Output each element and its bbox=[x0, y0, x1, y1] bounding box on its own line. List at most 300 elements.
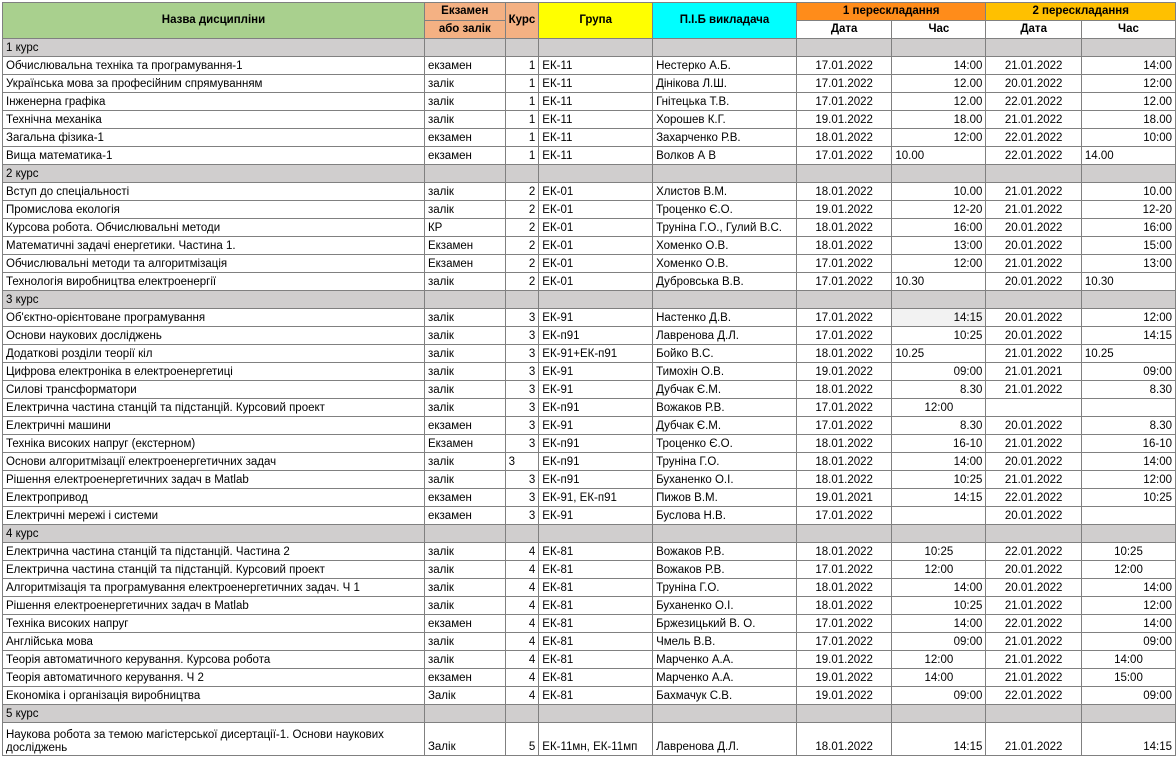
teacher-cell: Лавренова Д.Л. bbox=[653, 327, 797, 345]
retake1-time-cell: 12.00 bbox=[892, 93, 986, 111]
course-cell: 3 bbox=[505, 399, 539, 417]
retake2-date-cell: 20.01.2022 bbox=[986, 561, 1081, 579]
exam-type-cell: залік bbox=[424, 327, 505, 345]
retake2-date-cell: 21.01.2022 bbox=[986, 723, 1081, 756]
retake2-time-cell: 15:00 bbox=[1081, 669, 1175, 687]
retake2-time-cell: 16-10 bbox=[1081, 435, 1175, 453]
section-cell bbox=[796, 525, 891, 543]
discipline-cell: Наукова робота за темою магістерської дисертації-1. Основи наукових досліджень bbox=[3, 723, 425, 756]
table-row bbox=[3, 129, 1176, 147]
retake2-time-cell: 14:15 bbox=[1081, 723, 1175, 756]
retake2-time-cell: 10:00 bbox=[1081, 129, 1175, 147]
section-cell bbox=[796, 39, 891, 57]
course-cell: 3 bbox=[505, 435, 539, 453]
retake2-date-cell: 20.01.2022 bbox=[986, 453, 1081, 471]
retake1-date-cell: 18.01.2022 bbox=[796, 129, 891, 147]
exam-type-cell: залік bbox=[424, 381, 505, 399]
section-cell bbox=[986, 39, 1081, 57]
teacher-cell: Вожаков Р.В. bbox=[653, 399, 797, 417]
discipline-cell: Економіка і організація виробництва bbox=[3, 687, 425, 705]
retake1-date-cell: 17.01.2022 bbox=[796, 327, 891, 345]
header-retake-2: 2 перескладання bbox=[986, 3, 1176, 21]
retake2-date-cell bbox=[986, 399, 1081, 417]
section-cell bbox=[539, 525, 653, 543]
table-row bbox=[3, 471, 1176, 489]
discipline-cell: Техніка високих напруг bbox=[3, 615, 425, 633]
discipline-cell: Математичні задачі енергетики. Частина 1. bbox=[3, 237, 425, 255]
teacher-cell: Труніна Г.О., Гулий В.С. bbox=[653, 219, 797, 237]
table-row bbox=[3, 111, 1176, 129]
retake2-date-cell: 22.01.2022 bbox=[986, 543, 1081, 561]
table-row bbox=[3, 93, 1176, 111]
section-cell bbox=[986, 525, 1081, 543]
course-cell: 4 bbox=[505, 687, 539, 705]
retake2-date-cell: 21.01.2022 bbox=[986, 57, 1081, 75]
section-cell bbox=[539, 39, 653, 57]
section-cell bbox=[505, 705, 539, 723]
retake2-date-cell: 21.01.2022 bbox=[986, 597, 1081, 615]
table-row bbox=[3, 309, 1176, 327]
table-row bbox=[3, 669, 1176, 687]
retake2-date-cell: 20.01.2022 bbox=[986, 219, 1081, 237]
retake2-date-cell: 21.01.2022 bbox=[986, 201, 1081, 219]
course-cell: 3 bbox=[505, 417, 539, 435]
teacher-cell: Бойко В.С. bbox=[653, 345, 797, 363]
retake2-time-cell: 10:25 bbox=[1081, 489, 1175, 507]
group-cell: ЕК-01 bbox=[539, 183, 653, 201]
exam-type-cell: залік bbox=[424, 597, 505, 615]
retake2-time-cell: 14:15 bbox=[1081, 327, 1175, 345]
retake2-time-cell: 12:00 bbox=[1081, 309, 1175, 327]
retake1-time-cell bbox=[892, 507, 986, 525]
retake1-date-cell: 18.01.2022 bbox=[796, 345, 891, 363]
group-cell: ЕК-91, ЕК-п91 bbox=[539, 489, 653, 507]
table-row bbox=[3, 327, 1176, 345]
section-cell bbox=[892, 291, 986, 309]
course-cell: 3 bbox=[505, 363, 539, 381]
retake2-time-cell: 10.30 bbox=[1081, 273, 1175, 291]
section-cell bbox=[505, 39, 539, 57]
group-cell: ЕК-11 bbox=[539, 111, 653, 129]
retake2-time-cell: 09:00 bbox=[1081, 687, 1175, 705]
course-cell: 2 bbox=[505, 237, 539, 255]
retake1-date-cell: 18.01.2022 bbox=[796, 453, 891, 471]
table-row bbox=[3, 633, 1176, 651]
section-label: 2 курс bbox=[3, 165, 425, 183]
course-cell: 3 bbox=[505, 381, 539, 399]
discipline-cell: Основи алгоритмізації електроенергетичних задач bbox=[3, 453, 425, 471]
retake1-time-cell: 8.30 bbox=[892, 417, 986, 435]
course-cell: 4 bbox=[505, 669, 539, 687]
discipline-cell: Електрична частина станцій та підстанцій. Частина 2 bbox=[3, 543, 425, 561]
table-row bbox=[3, 273, 1176, 291]
retake2-date-cell: 20.01.2022 bbox=[986, 309, 1081, 327]
retake2-time-cell: 10:25 bbox=[1081, 543, 1175, 561]
header-time-2: Час bbox=[1081, 21, 1175, 39]
table-row bbox=[3, 435, 1176, 453]
exam-type-cell: екзамен bbox=[424, 507, 505, 525]
retake2-date-cell: 20.01.2022 bbox=[986, 75, 1081, 93]
teacher-cell: Захарченко Р.В. bbox=[653, 129, 797, 147]
retake1-time-cell: 10.00 bbox=[892, 147, 986, 165]
retake2-time-cell: 12.00 bbox=[1081, 93, 1175, 111]
group-cell: ЕК-91 bbox=[539, 507, 653, 525]
retake1-date-cell: 18.01.2022 bbox=[796, 579, 891, 597]
course-cell: 2 bbox=[505, 255, 539, 273]
course-cell: 3 bbox=[505, 471, 539, 489]
header-date-1: Дата bbox=[796, 21, 891, 39]
discipline-cell: Цифрова електроніка в електроенергетиці bbox=[3, 363, 425, 381]
table-row bbox=[3, 381, 1176, 399]
teacher-cell: Троценко Є.О. bbox=[653, 201, 797, 219]
exam-type-cell: екзамен bbox=[424, 57, 505, 75]
section-label: 3 курс bbox=[3, 291, 425, 309]
table-row bbox=[3, 345, 1176, 363]
retake1-date-cell: 17.01.2022 bbox=[796, 561, 891, 579]
teacher-cell: Тимохін О.В. bbox=[653, 363, 797, 381]
course-cell: 2 bbox=[505, 273, 539, 291]
table-row bbox=[3, 543, 1176, 561]
retake1-time-cell: 10:25 bbox=[892, 543, 986, 561]
group-cell: ЕК-81 bbox=[539, 687, 653, 705]
exam-type-cell: Залік bbox=[424, 687, 505, 705]
group-cell: ЕК-п91 bbox=[539, 327, 653, 345]
retake1-time-cell: 09:00 bbox=[892, 363, 986, 381]
retake1-date-cell: 18.01.2022 bbox=[796, 471, 891, 489]
section-cell bbox=[796, 705, 891, 723]
teacher-cell: Марченко А.А. bbox=[653, 651, 797, 669]
retake1-date-cell: 17.01.2022 bbox=[796, 633, 891, 651]
exam-type-cell: КР bbox=[424, 219, 505, 237]
teacher-cell: Дубчак Є.М. bbox=[653, 381, 797, 399]
group-cell: ЕК-11 bbox=[539, 57, 653, 75]
retake1-time-cell: 10.00 bbox=[892, 183, 986, 201]
schedule-table bbox=[2, 2, 1176, 756]
exam-type-cell: Екзамен bbox=[424, 237, 505, 255]
course-cell: 3 bbox=[505, 489, 539, 507]
retake1-time-cell: 10:25 bbox=[892, 597, 986, 615]
table-row bbox=[3, 507, 1176, 525]
retake1-date-cell: 18.01.2022 bbox=[796, 435, 891, 453]
retake2-time-cell: 8.30 bbox=[1081, 381, 1175, 399]
group-cell: ЕК-81 bbox=[539, 669, 653, 687]
table-row bbox=[3, 219, 1176, 237]
retake1-time-cell: 09:00 bbox=[892, 633, 986, 651]
group-cell: ЕК-01 bbox=[539, 219, 653, 237]
section-row bbox=[3, 525, 1176, 543]
group-cell: ЕК-п91 bbox=[539, 471, 653, 489]
retake1-date-cell: 19.01.2022 bbox=[796, 363, 891, 381]
retake1-date-cell: 17.01.2022 bbox=[796, 273, 891, 291]
table-row bbox=[3, 417, 1176, 435]
group-cell: ЕК-01 bbox=[539, 201, 653, 219]
discipline-cell: Електричні машини bbox=[3, 417, 425, 435]
discipline-cell: Загальна фізика-1 bbox=[3, 129, 425, 147]
retake2-time-cell: 14.00 bbox=[1081, 147, 1175, 165]
retake1-time-cell: 8.30 bbox=[892, 381, 986, 399]
discipline-cell: Технічна механіка bbox=[3, 111, 425, 129]
header-exam-top: Екзамен bbox=[424, 3, 505, 21]
table-row bbox=[3, 651, 1176, 669]
retake2-time-cell: 12:00 bbox=[1081, 561, 1175, 579]
course-cell: 3 bbox=[505, 453, 539, 471]
section-cell bbox=[892, 525, 986, 543]
exam-type-cell: Екзамен bbox=[424, 435, 505, 453]
course-cell: 1 bbox=[505, 93, 539, 111]
teacher-cell: Гнітецька Т.В. bbox=[653, 93, 797, 111]
retake2-date-cell: 22.01.2022 bbox=[986, 129, 1081, 147]
exam-type-cell: залік bbox=[424, 651, 505, 669]
retake1-date-cell: 19.01.2022 bbox=[796, 687, 891, 705]
table-row bbox=[3, 255, 1176, 273]
course-cell: 2 bbox=[505, 219, 539, 237]
retake1-date-cell: 17.01.2022 bbox=[796, 507, 891, 525]
section-label: 1 курс bbox=[3, 39, 425, 57]
retake2-time-cell: 10.25 bbox=[1081, 345, 1175, 363]
teacher-cell: Чмель В.В. bbox=[653, 633, 797, 651]
retake1-date-cell: 18.01.2022 bbox=[796, 219, 891, 237]
group-cell: ЕК-11мн, ЕК-11мп bbox=[539, 723, 653, 756]
group-cell: ЕК-81 bbox=[539, 615, 653, 633]
exam-type-cell: залік bbox=[424, 453, 505, 471]
exam-type-cell: залік bbox=[424, 561, 505, 579]
table-row bbox=[3, 597, 1176, 615]
exam-type-cell: залік bbox=[424, 543, 505, 561]
discipline-cell: Алгоритмізація та програмування електроенергетичних задач. Ч 1 bbox=[3, 579, 425, 597]
retake2-date-cell: 21.01.2022 bbox=[986, 255, 1081, 273]
section-cell bbox=[796, 291, 891, 309]
discipline-cell: Електрична частина станцій та підстанцій. Курсовий проект bbox=[3, 399, 425, 417]
exam-type-cell: екзамен bbox=[424, 129, 505, 147]
exam-type-cell: залік bbox=[424, 471, 505, 489]
exam-type-cell: екзамен bbox=[424, 489, 505, 507]
section-cell bbox=[1081, 525, 1175, 543]
retake2-time-cell: 12:00 bbox=[1081, 75, 1175, 93]
section-cell bbox=[653, 705, 797, 723]
retake1-date-cell: 17.01.2022 bbox=[796, 615, 891, 633]
table-row bbox=[3, 75, 1176, 93]
discipline-cell: Курсова робота. Обчислювальні методи bbox=[3, 219, 425, 237]
section-row bbox=[3, 291, 1176, 309]
table-row bbox=[3, 687, 1176, 705]
retake2-time-cell: 16:00 bbox=[1081, 219, 1175, 237]
retake2-date-cell: 20.01.2022 bbox=[986, 507, 1081, 525]
section-cell bbox=[424, 39, 505, 57]
group-cell: ЕК-91 bbox=[539, 363, 653, 381]
exam-type-cell: залік bbox=[424, 183, 505, 201]
course-cell: 2 bbox=[505, 183, 539, 201]
section-cell bbox=[1081, 291, 1175, 309]
exam-type-cell: залік bbox=[424, 579, 505, 597]
course-cell: 1 bbox=[505, 111, 539, 129]
group-cell: ЕК-81 bbox=[539, 651, 653, 669]
retake1-date-cell: 17.01.2022 bbox=[796, 75, 891, 93]
retake1-time-cell: 10.25 bbox=[892, 345, 986, 363]
teacher-cell: Бахмачук С.В. bbox=[653, 687, 797, 705]
retake1-date-cell: 18.01.2022 bbox=[796, 183, 891, 201]
retake2-date-cell: 20.01.2022 bbox=[986, 417, 1081, 435]
discipline-cell: Промислова екологія bbox=[3, 201, 425, 219]
teacher-cell: Вожаков Р.В. bbox=[653, 543, 797, 561]
group-cell: ЕК-91 bbox=[539, 309, 653, 327]
exam-type-cell: Залік bbox=[424, 723, 505, 756]
section-cell bbox=[986, 165, 1081, 183]
retake1-date-cell: 17.01.2022 bbox=[796, 417, 891, 435]
section-cell bbox=[539, 165, 653, 183]
exam-type-cell: залік bbox=[424, 399, 505, 417]
section-cell bbox=[892, 39, 986, 57]
group-cell: ЕК-01 bbox=[539, 255, 653, 273]
table-row bbox=[3, 201, 1176, 219]
retake2-time-cell: 14:00 bbox=[1081, 579, 1175, 597]
section-cell bbox=[424, 291, 505, 309]
discipline-cell: Електропривод bbox=[3, 489, 425, 507]
retake2-date-cell: 21.01.2022 bbox=[986, 111, 1081, 129]
group-cell: ЕК-п91 bbox=[539, 399, 653, 417]
course-cell: 2 bbox=[505, 201, 539, 219]
group-cell: ЕК-11 bbox=[539, 93, 653, 111]
discipline-cell: Українська мова за професійним спрямуванням bbox=[3, 75, 425, 93]
header-time-1: Час bbox=[892, 21, 986, 39]
section-cell bbox=[424, 165, 505, 183]
table-row bbox=[3, 615, 1176, 633]
section-cell bbox=[1081, 705, 1175, 723]
section-cell bbox=[892, 705, 986, 723]
retake1-time-cell: 12:00 bbox=[892, 255, 986, 273]
retake2-date-cell: 21.01.2021 bbox=[986, 363, 1081, 381]
retake2-date-cell: 21.01.2022 bbox=[986, 345, 1081, 363]
teacher-cell: Лавренова Д.Л. bbox=[653, 723, 797, 756]
table-row bbox=[3, 399, 1176, 417]
table-row bbox=[3, 57, 1176, 75]
discipline-cell: Обчислювальні методи та алгоритмізація bbox=[3, 255, 425, 273]
discipline-cell: Обчислювальна техніка та програмування-1 bbox=[3, 57, 425, 75]
retake1-time-cell: 14:00 bbox=[892, 453, 986, 471]
retake2-date-cell: 20.01.2022 bbox=[986, 273, 1081, 291]
section-cell bbox=[1081, 39, 1175, 57]
retake1-time-cell: 12-20 bbox=[892, 201, 986, 219]
teacher-cell: Волков А В bbox=[653, 147, 797, 165]
retake2-time-cell: 09:00 bbox=[1081, 633, 1175, 651]
retake2-time-cell: 09:00 bbox=[1081, 363, 1175, 381]
section-cell bbox=[986, 705, 1081, 723]
exam-type-cell: залік bbox=[424, 633, 505, 651]
group-cell: ЕК-п91 bbox=[539, 453, 653, 471]
retake1-date-cell: 18.01.2022 bbox=[796, 381, 891, 399]
teacher-cell: Нестерко А.Б. bbox=[653, 57, 797, 75]
exam-type-cell: екзамен bbox=[424, 615, 505, 633]
section-cell bbox=[505, 525, 539, 543]
discipline-cell: Вища математика-1 bbox=[3, 147, 425, 165]
retake1-date-cell: 17.01.2022 bbox=[796, 147, 891, 165]
retake1-time-cell: 14:15 bbox=[892, 489, 986, 507]
discipline-cell: Об'єктно-орієнтоване програмування bbox=[3, 309, 425, 327]
retake1-date-cell: 18.01.2022 bbox=[796, 543, 891, 561]
exam-type-cell: залік bbox=[424, 93, 505, 111]
retake2-date-cell: 21.01.2022 bbox=[986, 471, 1081, 489]
section-cell bbox=[424, 525, 505, 543]
retake2-date-cell: 22.01.2022 bbox=[986, 615, 1081, 633]
course-cell: 4 bbox=[505, 579, 539, 597]
retake2-date-cell: 21.01.2022 bbox=[986, 435, 1081, 453]
discipline-cell: Інженерна графіка bbox=[3, 93, 425, 111]
group-cell: ЕК-81 bbox=[539, 561, 653, 579]
header-retake-1: 1 перескладання bbox=[796, 3, 986, 21]
retake1-time-cell: 12:00 bbox=[892, 129, 986, 147]
retake1-time-cell: 12:00 bbox=[892, 651, 986, 669]
teacher-cell: Буханенко О.І. bbox=[653, 597, 797, 615]
retake2-time-cell bbox=[1081, 399, 1175, 417]
table-row bbox=[3, 363, 1176, 381]
retake2-date-cell: 22.01.2022 bbox=[986, 489, 1081, 507]
exam-type-cell: залік bbox=[424, 309, 505, 327]
retake1-time-cell: 13:00 bbox=[892, 237, 986, 255]
retake1-time-cell: 12:00 bbox=[892, 399, 986, 417]
retake1-time-cell: 18.00 bbox=[892, 111, 986, 129]
table-row bbox=[3, 147, 1176, 165]
retake1-date-cell: 17.01.2022 bbox=[796, 309, 891, 327]
group-cell: ЕК-01 bbox=[539, 237, 653, 255]
header-row bbox=[3, 3, 1176, 21]
teacher-cell: Дубчак Є.М. bbox=[653, 417, 797, 435]
discipline-cell: Рішення електроенергетичних задач в Matlab bbox=[3, 597, 425, 615]
discipline-cell: Силові трансформатори bbox=[3, 381, 425, 399]
retake1-time-cell: 14:00 bbox=[892, 579, 986, 597]
retake1-date-cell: 18.01.2022 bbox=[796, 237, 891, 255]
retake1-time-cell: 12.00 bbox=[892, 75, 986, 93]
teacher-cell: Хлистов В.М. bbox=[653, 183, 797, 201]
teacher-cell: Хоменко О.В. bbox=[653, 237, 797, 255]
section-label: 4 курс bbox=[3, 525, 425, 543]
group-cell: ЕК-81 bbox=[539, 597, 653, 615]
section-row bbox=[3, 165, 1176, 183]
retake2-time-cell: 12:00 bbox=[1081, 471, 1175, 489]
retake2-time-cell: 15:00 bbox=[1081, 237, 1175, 255]
retake1-time-cell: 12:00 bbox=[892, 561, 986, 579]
retake1-date-cell: 18.01.2022 bbox=[796, 597, 891, 615]
section-cell bbox=[539, 705, 653, 723]
teacher-cell: Троценко Є.О. bbox=[653, 435, 797, 453]
teacher-cell: Марченко А.А. bbox=[653, 669, 797, 687]
course-cell: 3 bbox=[505, 309, 539, 327]
group-cell: ЕК-91 bbox=[539, 417, 653, 435]
retake2-time-cell: 18.00 bbox=[1081, 111, 1175, 129]
header-date-2: Дата bbox=[986, 21, 1081, 39]
group-cell: ЕК-81 bbox=[539, 543, 653, 561]
discipline-cell: Рішення електроенергетичних задач в Matlab bbox=[3, 471, 425, 489]
retake1-time-cell: 16:00 bbox=[892, 219, 986, 237]
retake2-time-cell: 12:00 bbox=[1081, 597, 1175, 615]
retake1-date-cell: 17.01.2022 bbox=[796, 255, 891, 273]
header-teacher: П.І.Б викладача bbox=[653, 3, 797, 39]
course-cell: 4 bbox=[505, 615, 539, 633]
exam-type-cell: залік bbox=[424, 75, 505, 93]
retake1-time-cell: 10:25 bbox=[892, 471, 986, 489]
discipline-cell: Технологія виробництва електроенергії bbox=[3, 273, 425, 291]
retake1-time-cell: 10:25 bbox=[892, 327, 986, 345]
course-cell: 3 bbox=[505, 327, 539, 345]
course-cell: 4 bbox=[505, 543, 539, 561]
group-cell: ЕК-п91 bbox=[539, 435, 653, 453]
course-cell: 4 bbox=[505, 561, 539, 579]
discipline-cell: Теорія автоматичного керування. Курсова робота bbox=[3, 651, 425, 669]
table-row bbox=[3, 723, 1176, 756]
exam-type-cell: екзамен bbox=[424, 669, 505, 687]
course-cell: 4 bbox=[505, 633, 539, 651]
group-cell: ЕК-91+ЕК-п91 bbox=[539, 345, 653, 363]
header-exam-bottom: або залік bbox=[424, 21, 505, 39]
course-cell: 3 bbox=[505, 345, 539, 363]
